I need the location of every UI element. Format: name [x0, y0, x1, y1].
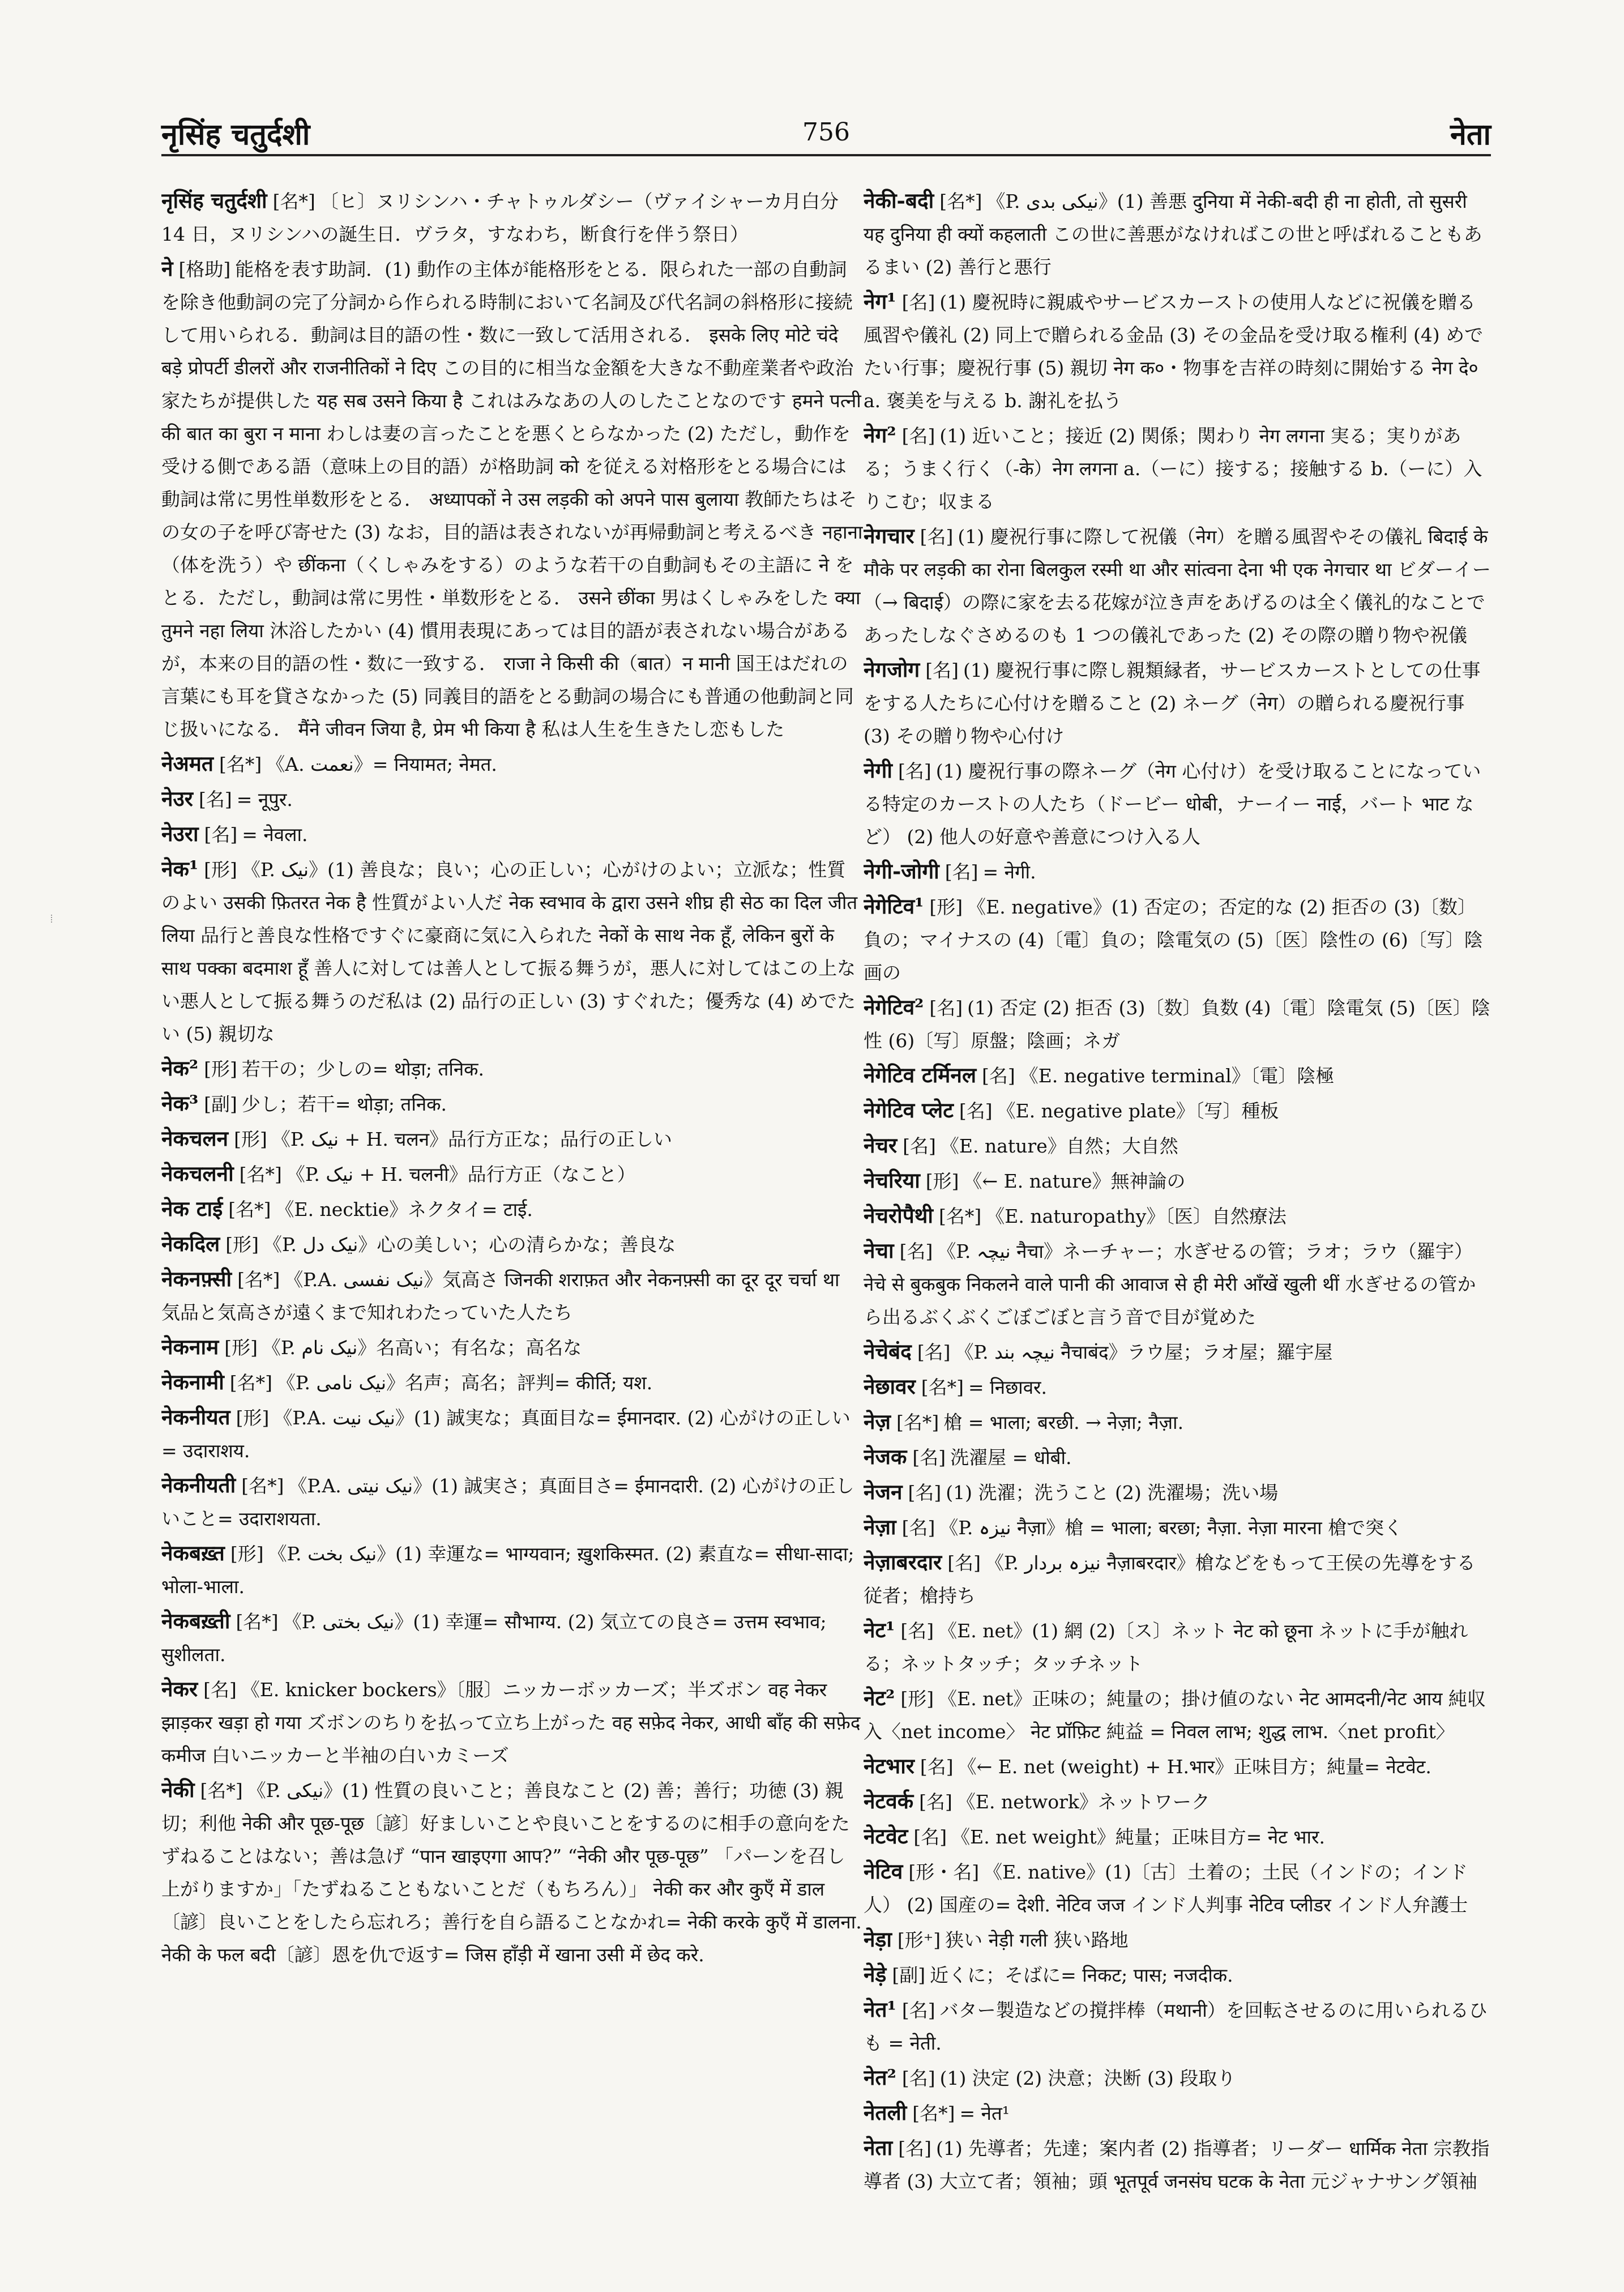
dictionary-entry	[864, 1440, 1492, 1474]
headword: नेकनाम	[161, 1334, 219, 1359]
dictionary-entry	[161, 1227, 864, 1261]
headword: नेटवेट	[864, 1824, 908, 1849]
headword: नेड़ा	[864, 1927, 892, 1952]
definition: 《E. net weight》純量；正味目方= नेट भार.	[951, 1826, 1326, 1848]
part-of-speech: [形]	[234, 1128, 267, 1150]
dictionary-entry	[161, 1365, 864, 1399]
dictionary-entry	[864, 285, 1492, 417]
part-of-speech: [名*]	[939, 190, 982, 212]
definition: 少し；若干= थोड़ा; तनिक.	[241, 1093, 447, 1115]
part-of-speech: [名*]	[921, 1376, 964, 1398]
dictionary-entry	[161, 1672, 864, 1772]
header-rule	[161, 154, 1491, 156]
headword: ने	[161, 256, 173, 281]
headword: नेचरिया	[864, 1168, 920, 1193]
definition: 槍 = भाला; बरछी. → नेज़ा; नैज़ा.	[943, 1411, 1184, 1433]
part-of-speech: [名*]	[939, 1205, 982, 1227]
part-of-speech: [形]	[224, 1337, 258, 1359]
dictionary-entry	[161, 1536, 864, 1603]
definition: 《E. network》ネットワーク	[956, 1791, 1210, 1813]
part-of-speech: [形・名]	[908, 1861, 980, 1883]
part-of-speech: [形]	[204, 859, 237, 881]
definition: 《P. نیک + H. चलनी》品行方正（なこと）	[286, 1163, 636, 1185]
part-of-speech: [名*]	[912, 2102, 955, 2124]
headword: नेकचलन	[161, 1126, 229, 1151]
part-of-speech: [副]	[892, 1964, 926, 1986]
definition: 《← E. net (weight) + H.भार》正味目方；純量= नेटवेट.	[958, 1756, 1431, 1778]
headword: नेकनीयत	[161, 1405, 230, 1429]
page-header	[161, 113, 1491, 164]
dictionary-entry	[161, 184, 864, 251]
headword: नेकदिल	[161, 1231, 220, 1256]
dictionary-entry	[864, 1475, 1492, 1509]
part-of-speech: [名*]	[896, 1411, 939, 1433]
headword: नेगचार	[864, 523, 914, 548]
dictionary-entry	[864, 1820, 1492, 1854]
dictionary-entry	[864, 519, 1492, 652]
left-column	[161, 184, 864, 2207]
definition: 《E. net》(1) 網 (2)〔ス〕ネット नेट को छूना ネットに手が触れる；ネットタッチ；タッチネット	[864, 1620, 1468, 1675]
headword: नेकचलनी	[161, 1161, 234, 1186]
definition: 《P. نیک نام》名高い；有名な；高名な	[262, 1337, 582, 1359]
definition: 《P. نیک بختی》(1) 幸運= सौभाग्य. (2) 気立ての良さ= उत्तम स्वभाव; सुशीलता.	[161, 1611, 827, 1666]
definition: 狭い नेड़ी गली 狭い路地	[945, 1929, 1129, 1951]
definition: 《← E. nature》無神論の	[963, 1170, 1186, 1192]
part-of-speech: [形⁺]	[897, 1929, 941, 1951]
part-of-speech: [名]	[929, 997, 963, 1019]
definition: 《E. nature》自然；大自然	[940, 1135, 1178, 1157]
dictionary-entry	[161, 747, 864, 781]
headword: नेकी	[161, 1777, 195, 1802]
definition: = नेवला.	[242, 823, 308, 846]
dictionary-entry	[864, 991, 1492, 1057]
headword: नेग²	[864, 422, 896, 447]
definition: 《P. نیک》(1) 善良な；良い；心の正しい；心がけのよい；立派な；性質のよい उसकी फ़ितरत नेक है 性質がよい人だ नेक स्वभाव के द्वारा उसने शीघ्र ही सेठ का दिल जीत लिया 品行と善良な性格ですぐに豪商に気に入られた नेकों के साथ नेक हूँ, लेकिन बुरों के साथ पक्का बदमाश हूँ 善人に対しては善人として振る舞うが，悪人に対してはこの上ない悪人として振る舞うのだ私は (2) 品行の正しい (3) すぐれた；優秀な (4) めでたい (5) 親切な	[161, 859, 858, 1045]
part-of-speech: [名]	[901, 2067, 935, 2089]
part-of-speech: [形]	[225, 1234, 259, 1256]
part-of-speech: [名]	[913, 1826, 947, 1848]
binding-mark	[51, 915, 57, 923]
definition: 《E. net》正味の；純量の；掛け値のない नेट आमदनी/नेट आय 純収入〈net income〉 नेट प्रॉफ़िट 純益 = निवल लाभ; शुद्ध लाभ.〈net profit〉	[864, 1688, 1486, 1743]
headword: नेट¹	[864, 1617, 895, 1642]
dictionary-entry	[864, 1129, 1492, 1163]
headword: नेउरा	[161, 821, 199, 846]
dictionary-entry	[864, 1681, 1492, 1748]
dictionary-entry	[161, 1087, 864, 1121]
headword: नेगेटिव¹	[864, 894, 924, 919]
definition: 《E. necktie》ネクタイ= टाई.	[275, 1198, 533, 1220]
headword: नेज़ा	[864, 1514, 896, 1539]
headword: नृसिंह चतुर्दशी	[161, 188, 267, 213]
definition: = नूपुर.	[236, 788, 293, 810]
part-of-speech: [名*]	[272, 190, 315, 212]
definition: 能格を表す助詞．(1) 動作の主体が能格形をとる．限られた一部の自動詞を除き他動詞の完了分詞から作られる時制において名詞及び代名詞の斜格形に接続して用いられる．動詞は目的語の性・数に一致して活用される． इसके लिए मोटे चंदे बड़े प्रोपर्टी डीलरों और राजनीतिकों ने दिए この目的に相当な金額を大きな不動産業者や政治家たちが提供した यह सब उसने किया है これはみなあの人のしたことなのです हमने पत्नी की बात का बुरा न माना わしは妻の言ったことを悪くとらなかった (2) ただし，動作を受ける側である語（意味上の目的語）が格助詞 को を従える対格形をとる場合には動詞は常に男性単数形をとる． अध्यापकों ने उस लड़की को अपने पास बुलाया 教師たちはその女の子を呼び寄せた (3) なお，目的語は表されないが再帰動詞と考えるべき नहाना（体を洗う）や छींकना（くしゃみをする）のような若干の自動詞もその主語に ने をとる．ただし，動詞は常に男性・単数形をとる． उसने छींका 男はくしゃみをした क्या तुमने नहा लिया 沐浴したかい (4) 慣用表現にあっては目的語が表されない場合があるが，本来の目的語の性・数に一致する． राजा ने किसी की（बात）न मानी 国王はだれの言葉にも耳を貸さなかった (5) 同義目的語をとる動詞の場合にも普通の他動詞と同じ扱いになる． मैंने जीवन जिया है, प्रेम भी किया है 私は人生を生きたし恋もした	[161, 258, 863, 740]
definition: 《P.A. نیک نیت》(1) 誠実な；真面目な= ईमानदार. (2) 心がけの正しい= उदाराशय.	[161, 1407, 851, 1462]
headword: नेकनफ़्सी	[161, 1266, 232, 1291]
dictionary-entry	[864, 419, 1492, 518]
part-of-speech: [名]	[204, 823, 238, 846]
headword: नेतली	[864, 2100, 907, 2125]
headword: नेगेटिव²	[864, 995, 924, 1019]
left-running-head: नृसिंह चतुर्दशी	[161, 117, 310, 152]
definition: = निछावर.	[968, 1376, 1048, 1398]
headword: नेटभार	[864, 1753, 914, 1778]
part-of-speech: [名]	[945, 861, 978, 883]
dictionary-entry	[864, 1199, 1492, 1233]
part-of-speech: [名*]	[229, 1372, 273, 1394]
dictionary-entry	[161, 1773, 864, 1971]
dictionary-entry	[864, 1993, 1492, 2060]
headword: नेगेटिव प्लेट	[864, 1098, 954, 1122]
headword: नेचेबंद	[864, 1339, 912, 1364]
part-of-speech: [名]	[908, 1482, 942, 1504]
headword: नेचा	[864, 1238, 894, 1263]
definition: (1) 慶祝行事に際して祝儀（नेग）を贈る風習やその儀礼 बिदाई के मौके पर लड़की का रोना बिलकुल रस्मी था और सांत्वना देना भी एक नेगचार था ビダーイー（→ बिदाई）の際に家を去る花嫁が泣き声をあげるのは全く儀礼的なことであったしなぐさめるのも 1 つの儀礼であった (2) その際の贈り物や祝儀	[864, 526, 1491, 646]
dictionary-entry	[864, 1335, 1492, 1369]
part-of-speech: [形]	[204, 1058, 237, 1080]
part-of-speech: [名]	[920, 1756, 954, 1778]
dictionary-entry	[864, 1164, 1492, 1198]
dictionary-entry	[864, 653, 1492, 753]
definition: 《E. negative terminal》〔電〕陰極	[1019, 1065, 1335, 1087]
part-of-speech: [名]	[919, 1791, 952, 1813]
dictionary-entry	[161, 1262, 864, 1329]
dictionary-entry	[161, 1469, 864, 1535]
headword: नेत¹	[864, 1997, 896, 2022]
definition: (1) 先導者；先達；案内者 (2) 指導者；リーダー धार्मिक नेता 宗教指導者 (3) 大立て者；領袖；頭 भूतपूर्व जनसंघ घटक के नेता 元ジャナサング領袖	[864, 2137, 1490, 2192]
headword: नेड़े	[864, 1962, 887, 1987]
definition: (1) 慶祝行事に際し親類縁者，サービスカーストとしての仕事をする人たちに心付けを贈ること (2) ネーグ（नेग）の贈られる慶祝行事 (3) その贈り物や心付け	[864, 659, 1481, 747]
definition: (1) 慶祝時に親戚やサービスカーストの使用人などに祝儀を贈る風習や儀礼 (2) 同上で贈られる金品 (3) その金品を受け取る権利 (4) めでたい行事；慶祝行事 (5) 親切 नेग क०・物事を吉祥の時刻に開始する नेग दे० a. 褒美を与える b. 謝礼を払う	[864, 291, 1484, 412]
headword: नेगी	[864, 758, 892, 783]
dictionary-entry	[864, 184, 1492, 284]
headword: नेक टाई	[161, 1196, 223, 1221]
dictionary-entry	[161, 1157, 864, 1191]
part-of-speech: [名*]	[241, 1475, 284, 1497]
dictionary-entry	[161, 852, 864, 1051]
dictionary-entry	[864, 1405, 1492, 1439]
headword: नेकबख़्त	[161, 1540, 225, 1565]
definition: 《P.A. نیک نفسی》気高さ जिनकी शराफ़त और नेकनफ़्सी का दूर दूर चर्चा था 気品と気高さが遠くまで知れわたっていた人たち	[161, 1269, 840, 1324]
headword: नेज़ाबरदार	[864, 1550, 942, 1574]
headword: नेग¹	[864, 289, 896, 314]
dictionary-entry	[161, 782, 864, 816]
definition: 《P. نیزہ بردار नैज़ाबरदार》槍などをもって王侯の先導をする従者；槍持ち	[864, 1552, 1476, 1607]
definition: (1) 洗濯；洗うこと (2) 洗濯場；洗い場	[946, 1482, 1279, 1504]
part-of-speech: [名*]	[237, 1269, 280, 1291]
headword: नेकी-बदी	[864, 188, 934, 213]
dictionary-entry	[864, 1785, 1492, 1819]
part-of-speech: [名]	[901, 291, 935, 313]
definition: 〔ヒ〕ヌリシンハ・チャトゥルダシー（ヴァイシャーカ月白分 14 日，ヌリシンハの誕生日．ヴラタ，すなわち，断食行を伴う祭日）	[161, 190, 839, 245]
dictionary-entry	[864, 1546, 1492, 1612]
headword: नेचरोपैथी	[864, 1203, 933, 1228]
dictionary-entry	[864, 2061, 1492, 2095]
headword: नेछावर	[864, 1374, 916, 1399]
definition: バター製造などの撹拌棒（मथानी）を回転させるのに用いられるひも = नेती.	[864, 1999, 1488, 2054]
definition: 《P. نیک دل》心の美しい；心の清らかな；善良な	[263, 1234, 676, 1256]
definition: 《P. نیک بخت》(1) 幸運な= भाग्यवान; ख़ुशकिस्मत. (2) 素直な= सीधा-सादा; भोला-भाला.	[161, 1543, 854, 1598]
part-of-speech: [名]	[917, 1341, 951, 1363]
headword: नेक²	[161, 1056, 199, 1081]
part-of-speech: [名]	[959, 1100, 993, 1122]
dictionary-entry	[864, 1958, 1492, 1992]
definition: 《A. نعمت》= नियामत; नेमत.	[266, 753, 497, 775]
dictionary-entry	[864, 1749, 1492, 1783]
headword: नेता	[864, 2135, 893, 2160]
part-of-speech: [名*]	[228, 1198, 271, 1220]
dictionary-entry	[161, 1330, 864, 1364]
definition: = नेत¹	[959, 2102, 1010, 2124]
dictionary-entry	[161, 1192, 864, 1226]
headword: नेगेटिव टर्मिनल	[864, 1062, 977, 1087]
headword: नेट²	[864, 1685, 895, 1710]
headword: नेचर	[864, 1133, 898, 1158]
part-of-speech: [名]	[900, 1620, 934, 1642]
part-of-speech: [名]	[982, 1065, 1015, 1087]
headword: नेजन	[864, 1479, 903, 1504]
part-of-speech: [名]	[947, 1552, 981, 1574]
dictionary-entry	[864, 1234, 1492, 1334]
dictionary-entry	[161, 1401, 864, 1467]
definition: 近くに；そばに= निकट; पास; नजदीक.	[930, 1964, 1233, 1986]
definition: 若干の；少しの= थोड़ा; तनिक.	[241, 1058, 485, 1080]
dictionary-entry	[161, 252, 864, 746]
definition: = नेगी.	[982, 861, 1036, 883]
part-of-speech: [格助]	[178, 258, 231, 280]
part-of-speech: [形]	[236, 1407, 270, 1429]
part-of-speech: [名*]	[219, 753, 262, 775]
page-number: 756	[802, 118, 850, 147]
dictionary-entry	[864, 1370, 1492, 1404]
headword: नेत²	[864, 2065, 896, 2090]
headword: नेक¹	[161, 856, 199, 881]
part-of-speech: [名*]	[236, 1611, 279, 1633]
part-of-speech: [名]	[899, 1240, 933, 1262]
dictionary-entry	[864, 1923, 1492, 1957]
part-of-speech: [名]	[901, 1517, 935, 1539]
definition: 《E. negative》(1) 否定の；否定的な (2) 拒否の (3)〔数〕負の；マイナスの (4)〔電〕負の；陰電気の (5)〔医〕陰性の (6)〔写〕陰画の	[864, 896, 1483, 984]
part-of-speech: [名*]	[239, 1163, 282, 1185]
dictionary-entry	[864, 890, 1492, 989]
headword: नेउर	[161, 786, 193, 811]
definition: 《P. نیک + H. चलन》品行方正な；品行の正しい	[271, 1128, 673, 1150]
dictionary-entry	[161, 1052, 864, 1086]
headword: नेकबख़्ती	[161, 1608, 230, 1633]
definition: (1) 慶祝行事の際ネーグ（नेग 心付け）を受け取ることになっている特定のカーストの人たち（ドービー धोबी，ナーイー नाई，バート भाट など） (2) 他人の好意や善意につけ入る人	[864, 760, 1481, 848]
headword: नेक³	[161, 1091, 199, 1116]
part-of-speech: [名]	[898, 760, 931, 782]
headword: नेअमत	[161, 751, 214, 776]
dictionary-entry	[864, 1855, 1492, 1922]
right-column	[864, 184, 1492, 2207]
part-of-speech: [名]	[903, 1135, 936, 1157]
part-of-speech: [名]	[203, 1679, 237, 1701]
definition: 《E. native》(1)〔古〕土着の；土民（インドの；インド人） (2) 国産の= देशी. नेटिव जज インド人判事 नेटिव प्लीडर インド人弁護士	[864, 1861, 1468, 1916]
part-of-speech: [名]	[901, 425, 935, 447]
part-of-speech: [名]	[198, 788, 232, 810]
headword: नेकनीयती	[161, 1472, 236, 1497]
definition: (1) 否定 (2) 拒否 (3)〔数〕負数 (4)〔電〕陰電気 (5)〔医〕陰性 (6)〔写〕原盤；陰画；ネガ	[864, 997, 1490, 1052]
part-of-speech: [形]	[230, 1543, 264, 1565]
definition: 《E. negative plate》〔写〕種板	[997, 1100, 1279, 1122]
definition: 《P. نیکی بدی》(1) 善悪 दुनिया में नेकी-बदी ही ना होती, तो सुसरी यह दुनिया ही क्यों कहलाती この世に善悪がなければこの世と呼ばれることもあるまい (2) 善行と悪行	[864, 190, 1482, 278]
part-of-speech: [名]	[901, 1999, 935, 2021]
part-of-speech: [名]	[912, 1446, 946, 1469]
headword: नेजक	[864, 1444, 907, 1469]
part-of-speech: [名]	[920, 526, 954, 548]
dictionary-entry	[161, 817, 864, 851]
dictionary-entry	[864, 1510, 1492, 1544]
headword: नेगजोग	[864, 657, 920, 682]
definition: 《E. knicker bockers》〔服〕ニッカーボッカーズ；半ズボン वह नेकर झाड़कर खड़ा हो गया ズボンのちりを払って立ち上がった वह सफ़ेद नेकर, आधी बाँह की सफ़ेद कमीज 白いニッカーと半袖の白いカミーズ	[161, 1679, 861, 1766]
dictionary-entry	[864, 1058, 1492, 1092]
headword: नेटिव	[864, 1859, 903, 1884]
definition: (1) 決定 (2) 決意；決断 (3) 段取り	[939, 2067, 1236, 2089]
dictionary-entry	[864, 2131, 1492, 2198]
headword: नेकनामी	[161, 1369, 224, 1394]
definition: 《E. naturopathy》〔医〕自然療法	[986, 1205, 1287, 1227]
headword: नेकर	[161, 1676, 198, 1701]
dictionary-entry	[161, 1122, 864, 1156]
right-running-head: नेता	[1450, 117, 1491, 152]
definition: 《P. نیچہ नैचा》ネーチャー；水ぎせるの管；ラオ；ラウ（羅宇） नेचे से बुकबुक निकलने वाले पानी की आवाज से ही मेरी आँखें खुली थीं 水ぎせるの管から出るぶくぶくごぼごぼと言う音で目が覚めた	[864, 1240, 1476, 1328]
part-of-speech: [形]	[925, 1170, 959, 1192]
part-of-speech: [形]	[900, 1688, 934, 1710]
headword: नेगी-जोगी	[864, 859, 939, 883]
definition: 《P. نیچہ بند नैचाबंद》ラウ屋；ラオ屋；羅宇屋	[955, 1341, 1333, 1363]
dictionary-entry	[864, 855, 1492, 889]
definition: 《P. نیکی》(1) 性質の良いこと；善良なこと (2) 善；善行；功徳 (3) 親切；利他 नेकी और पूछ-पूछ〔諺〕好ましいことや良いことをするのに相手の意向をたずねることはない；善は急げ “पान खाइएगा आप?” “नेकी और पूछ-पूछ” 「パーンを召し上がりますか」「たずねることもないことだ（もちろん）」 नेकी कर और कुएँ में डाल〔諺〕良いことをしたら忘れろ；善行を自ら語ることなかれ= नेकी करके कुएँ में डालना. नेकी के फल बदी〔諺〕恩を仇で返す= जिस हाँड़ी में खाना उसी में छेद करे.	[161, 1779, 862, 1966]
headword: नेज़	[864, 1409, 891, 1434]
definition: 洗濯屋 = धोबी.	[950, 1446, 1072, 1469]
part-of-speech: [副]	[204, 1093, 237, 1115]
headword: नेटवर्क	[864, 1789, 914, 1813]
part-of-speech: [名*]	[200, 1779, 243, 1802]
dictionary-entry	[161, 1604, 864, 1671]
dictionary-entry	[864, 1094, 1492, 1128]
dictionary-entry	[864, 754, 1492, 853]
part-of-speech: [形]	[929, 896, 963, 918]
definition: 《P. نیک نامی》名声；高名；評判= कीर्ति; यश.	[277, 1372, 653, 1394]
part-of-speech: [名]	[898, 2137, 931, 2159]
definition: (1) 近いこと；接近 (2) 関係；関わり नेग लगना 実る；実りがある；うまく行く（-के）नेग लगना a.（ーに）接する；接触する b.（ーに）入りこむ；収まる	[864, 425, 1482, 513]
definition: 《P. نیزہ नैज़ा》槍 = भाला; बरछा; नैज़ा. नेज़ा मारना 槍で突く	[939, 1517, 1403, 1539]
dictionary-entry	[864, 2096, 1492, 2130]
dictionary-entry	[864, 1614, 1492, 1680]
part-of-speech: [名]	[925, 659, 959, 681]
definition: 《P.A. نیک نیتی》(1) 誠実さ；真面目さ= ईमानदारी. (2) 心がけの正しいこと= उदाराशयता.	[161, 1475, 854, 1530]
